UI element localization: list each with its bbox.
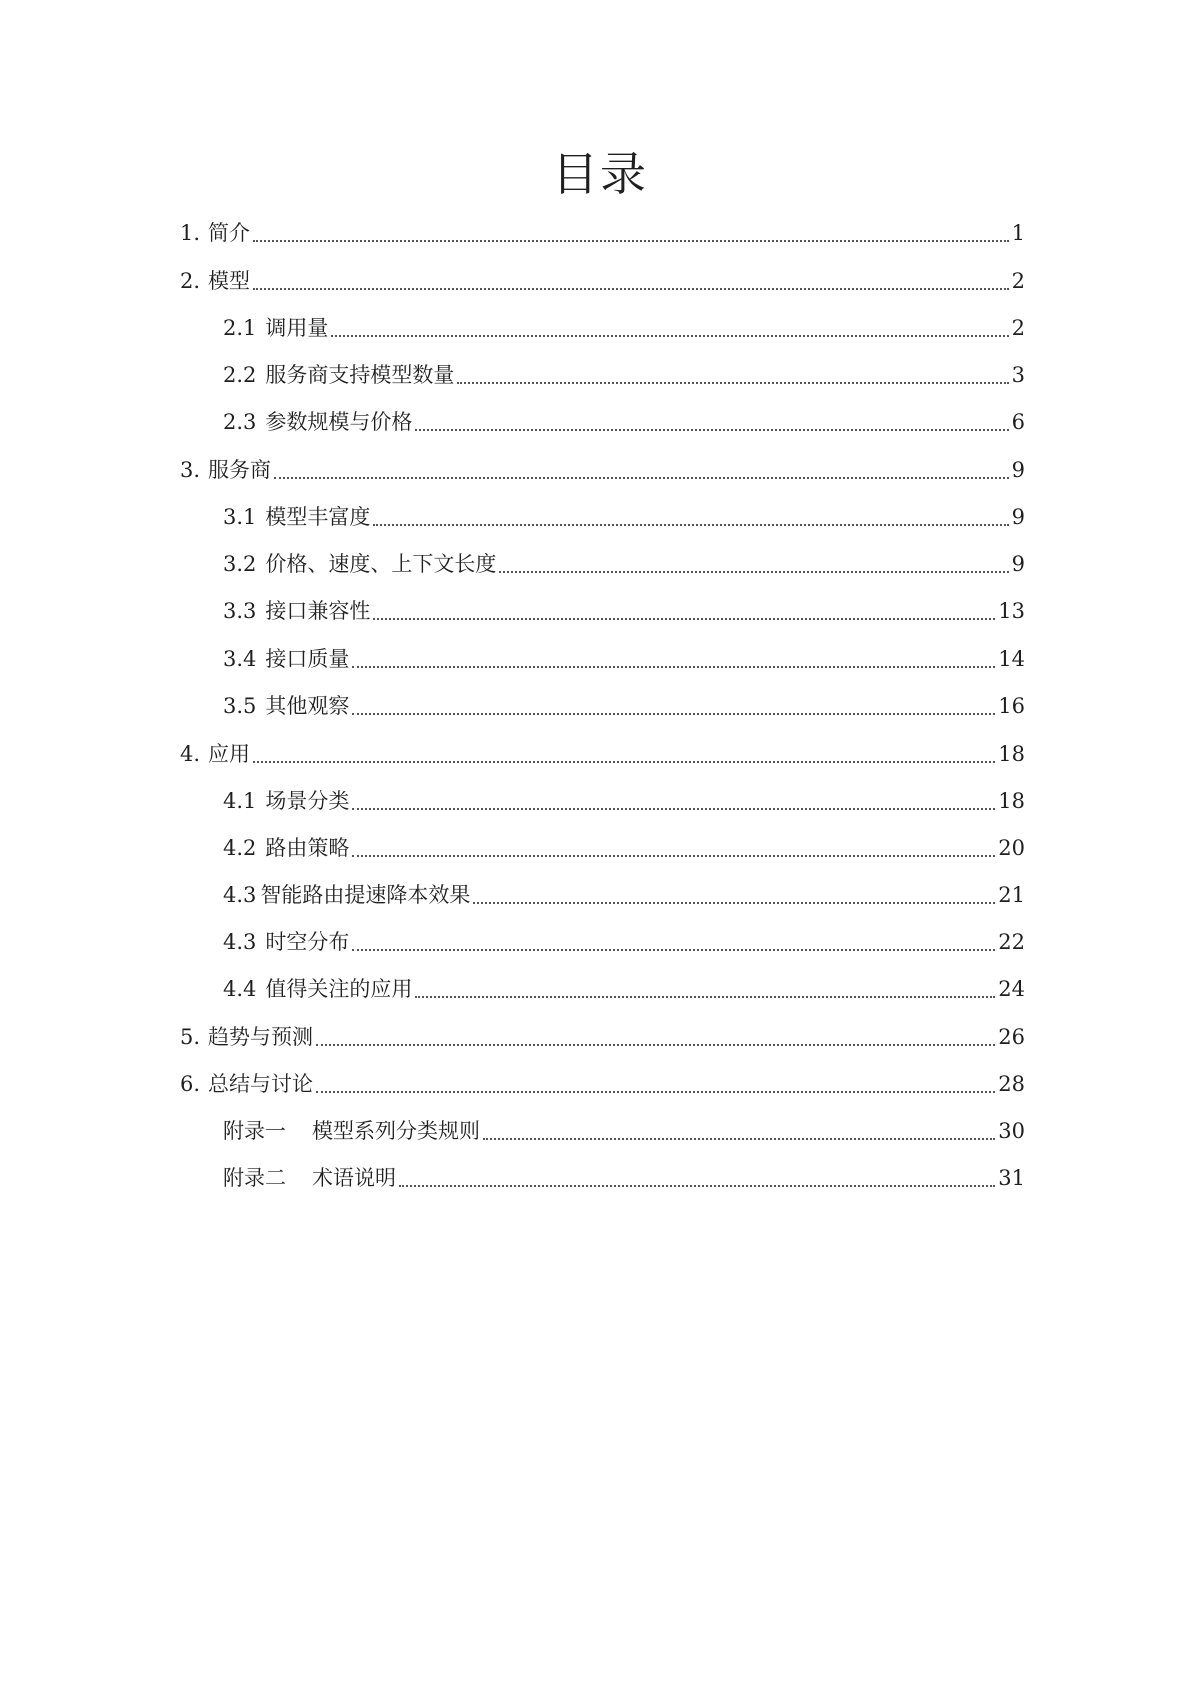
toc-entry[interactable]: [180, 266, 1025, 296]
toc-entry-page: 13: [998, 599, 1025, 623]
toc-entry-page: 1: [1011, 221, 1025, 245]
toc-entry-title: 模型丰富度: [265, 505, 371, 529]
toc-entry-page: 22: [998, 930, 1025, 954]
dot-leader: [352, 855, 995, 857]
toc-entry-number: 4.3: [223, 883, 257, 907]
toc-entry-title: 场景分类: [265, 789, 350, 813]
toc-entry-number: 2.2: [223, 363, 257, 387]
dot-leader: [253, 761, 995, 763]
toc-entry-number: 2.3: [223, 410, 257, 434]
toc-entry-number: 2.1: [223, 316, 257, 340]
toc-entry[interactable]: [223, 313, 1025, 343]
toc-entry[interactable]: [180, 739, 1025, 769]
dot-leader: [499, 571, 1008, 573]
toc-entry[interactable]: [223, 549, 1025, 579]
toc-entry-title: 服务商支持模型数量: [265, 363, 455, 387]
toc-entry-page: 20: [998, 836, 1025, 860]
toc-entry-page: 3: [1011, 363, 1025, 387]
toc-entry-page: 26: [998, 1025, 1025, 1049]
toc-entry-number: 3.4: [223, 647, 257, 671]
toc-entry-number: 4.: [180, 742, 201, 766]
toc-entry-number: 3.5: [223, 694, 257, 718]
toc-entry-title: 趋势与预测: [208, 1025, 314, 1049]
toc-entry-title: 接口兼容性: [265, 599, 371, 623]
toc-entry[interactable]: [223, 786, 1025, 816]
dot-leader: [352, 808, 995, 810]
toc-entry-title: 总结与讨论: [208, 1072, 314, 1096]
dot-leader: [352, 713, 995, 715]
toc-entry[interactable]: [223, 880, 1025, 910]
dot-leader: [415, 429, 1008, 431]
dot-leader: [331, 335, 1008, 337]
toc-entry-title: 参数规模与价格: [265, 410, 413, 434]
toc-entry-page: 2: [1011, 269, 1025, 293]
toc-entry-number: 3.2: [223, 552, 257, 576]
toc-entry-title: 调用量: [265, 316, 329, 340]
toc-entry-title: 价格、速度、上下文长度: [265, 552, 497, 576]
toc-entry-title: 术语说明: [312, 1166, 396, 1190]
toc-entry-page: 9: [1011, 458, 1025, 482]
toc-entry[interactable]: [223, 833, 1025, 863]
dot-leader: [415, 996, 995, 998]
toc-entry[interactable]: [180, 1069, 1025, 1099]
toc-entry-page: 24: [998, 977, 1025, 1001]
toc-entry-number: 附录一: [223, 1119, 286, 1143]
toc-entry-number: 3.1: [223, 505, 257, 529]
toc-entry-page: 16: [998, 694, 1025, 718]
toc-entry-page: 2: [1011, 316, 1025, 340]
toc-entry-title: 模型系列分类规则: [312, 1119, 480, 1143]
toc-entry-page: 9: [1011, 552, 1025, 576]
toc-entry-title: 接口质量: [265, 647, 350, 671]
toc-entry-page: 6: [1011, 410, 1025, 434]
dot-leader: [457, 382, 1008, 384]
toc-entry-title: 时空分布: [265, 930, 350, 954]
toc-entry-page: 31: [998, 1166, 1025, 1190]
toc-entry-title: 值得关注的应用: [265, 977, 413, 1001]
toc-entry-number: 4.4: [223, 977, 257, 1001]
toc-entry[interactable]: [223, 927, 1025, 957]
toc-entry-title: 简介: [208, 221, 251, 245]
toc-entry-title: 路由策略: [265, 836, 350, 860]
toc-entry-title: 服务商: [208, 458, 272, 482]
dot-leader: [373, 524, 1008, 526]
toc-entry[interactable]: [180, 1022, 1025, 1052]
toc-entry-number: 4.3: [223, 930, 257, 954]
toc-entry-number: 3.: [180, 458, 201, 482]
toc-entry[interactable]: [223, 360, 1025, 390]
toc-entry-page: 30: [998, 1119, 1025, 1143]
toc-title: 目录: [552, 147, 648, 201]
dot-leader: [399, 1185, 995, 1187]
toc-entry-page: 14: [998, 647, 1025, 671]
toc-entry[interactable]: [223, 691, 1025, 721]
dot-leader: [274, 477, 1009, 479]
toc-entry-title: 其他观察: [265, 694, 350, 718]
dot-leader: [352, 666, 995, 668]
dot-leader: [483, 1138, 995, 1140]
dot-leader: [473, 902, 995, 904]
toc-entry-page: 18: [998, 789, 1025, 813]
toc-entry[interactable]: [180, 218, 1025, 248]
toc-entry-number: 6.: [180, 1072, 201, 1096]
dot-leader: [253, 288, 1009, 290]
toc-entry[interactable]: [223, 407, 1025, 437]
toc-entry-title: 模型: [208, 269, 251, 293]
toc-entry[interactable]: [223, 502, 1025, 532]
toc-entry-page: 18: [998, 742, 1025, 766]
dot-leader: [316, 1091, 995, 1093]
toc-entry[interactable]: [180, 455, 1025, 485]
dot-leader: [253, 240, 1009, 242]
toc-entry-number: 4.2: [223, 836, 257, 860]
toc-entry-number: 3.3: [223, 599, 257, 623]
toc-entry-number: 4.1: [223, 789, 257, 813]
toc-entry-number: 1.: [180, 221, 201, 245]
toc-entry[interactable]: [223, 596, 1025, 626]
toc-entry[interactable]: [223, 1163, 1025, 1193]
toc-entry[interactable]: [223, 1116, 1025, 1146]
toc-entry-title: 应用: [208, 742, 251, 766]
toc-entry-number: 附录二: [223, 1166, 286, 1190]
dot-leader: [316, 1044, 995, 1046]
toc-entry-page: 9: [1011, 505, 1025, 529]
toc-entry-number: 2.: [180, 269, 201, 293]
dot-leader: [352, 949, 995, 951]
toc-entry-page: 21: [998, 883, 1025, 907]
toc-entry-page: 28: [998, 1072, 1025, 1096]
toc-entry-number: 5.: [180, 1025, 201, 1049]
toc-entry-title: 智能路由提速降本效果: [260, 883, 471, 907]
toc-entry[interactable]: [223, 974, 1025, 1004]
dot-leader: [373, 618, 995, 620]
toc-entry[interactable]: [223, 644, 1025, 674]
